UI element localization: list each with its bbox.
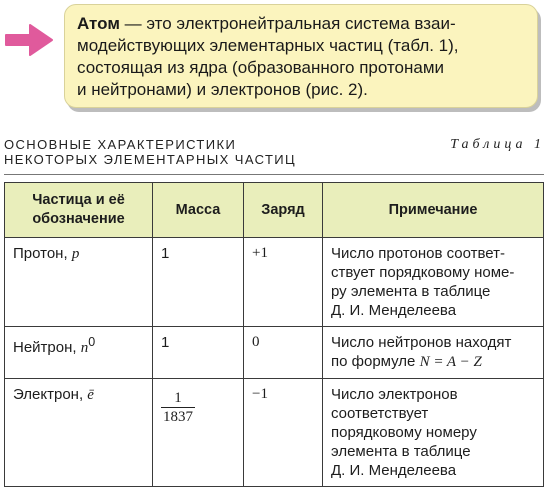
note-line: соответствует <box>331 405 429 422</box>
particle-name: Протон, <box>13 245 72 262</box>
header-mass: Масса <box>153 183 244 238</box>
note-line: Д. И. Менделеева <box>331 302 457 319</box>
note-line: ствует порядковому номе- <box>331 264 515 281</box>
cell-mass <box>153 379 244 487</box>
note-line: Д. И. Менделеева <box>331 462 457 479</box>
caption-title-line-1: ОСНОВНЫЕ ХАРАКТЕРИСТИКИ <box>4 137 237 152</box>
table-caption <box>4 137 549 177</box>
note-line <box>331 352 535 372</box>
cell-note <box>323 238 544 327</box>
table-label: Таблица 1 <box>450 137 545 152</box>
definition-text: — это электронейтральная система взаи- <box>119 14 456 33</box>
definition-line-2: модействующих элементарных частиц (табл. 1), <box>77 36 459 55</box>
cell-particle <box>5 379 153 487</box>
note-line: ру элемента в таблице <box>331 283 491 300</box>
cell-note <box>323 327 544 379</box>
particle-symbol: n <box>80 340 89 356</box>
definition-line-3: состоящая из ядра (образованного протонами <box>77 58 445 77</box>
note-line: Число электронов <box>331 386 458 403</box>
caption-title-line-2: НЕКОТОРЫХ ЭЛЕМЕНТАРНЫХ ЧАСТИЦ <box>4 152 297 167</box>
note-line: Число нейтронов находят <box>331 334 512 351</box>
particle-symbol: p <box>71 246 80 262</box>
header-charge: Заряд <box>244 183 323 238</box>
table-row-electron <box>5 379 544 487</box>
header-particle-line-1: Частица и её <box>32 192 125 208</box>
particle-symbol-superscript: 0 <box>88 335 96 349</box>
note-line: порядковому номеру <box>331 424 477 441</box>
particles-table <box>4 182 544 487</box>
header-particle <box>5 183 153 238</box>
table-row-neutron <box>5 327 544 379</box>
table-header-row <box>5 183 544 238</box>
cell-charge: +1 <box>244 238 323 327</box>
particle-symbol: ē <box>87 387 94 403</box>
cell-note <box>323 379 544 487</box>
particle-name: Электрон, <box>13 386 88 403</box>
note-line: элемента в таблице <box>331 443 471 460</box>
note-formula-prefix: по формуле <box>331 353 420 370</box>
note-line: Число протонов соответ- <box>331 245 505 262</box>
table-row-proton <box>5 238 544 327</box>
cell-charge: −1 <box>244 379 323 487</box>
cell-charge: 0 <box>244 327 323 379</box>
note-formula: N = A − Z <box>419 354 482 370</box>
mass-fraction <box>161 389 195 426</box>
caption-divider <box>4 174 544 175</box>
definition-line-4: и нейтронами) и электронов (рис. 2). <box>77 80 368 99</box>
fraction-numerator: 1 <box>174 390 182 406</box>
particle-name: Нейтрон, <box>13 339 81 356</box>
fraction-denominator: 1837 <box>163 409 193 425</box>
header-note: Примечание <box>323 183 544 238</box>
cell-particle <box>5 238 153 327</box>
definition-box <box>64 4 538 108</box>
cell-mass: 1 <box>153 238 244 327</box>
pointer-arrow-icon <box>4 22 54 58</box>
cell-mass: 1 <box>153 327 244 379</box>
definition-term: Атом <box>77 14 120 33</box>
header-particle-line-2: обозначение <box>32 211 125 227</box>
cell-particle <box>5 327 153 379</box>
definition-line-1 <box>77 13 527 35</box>
